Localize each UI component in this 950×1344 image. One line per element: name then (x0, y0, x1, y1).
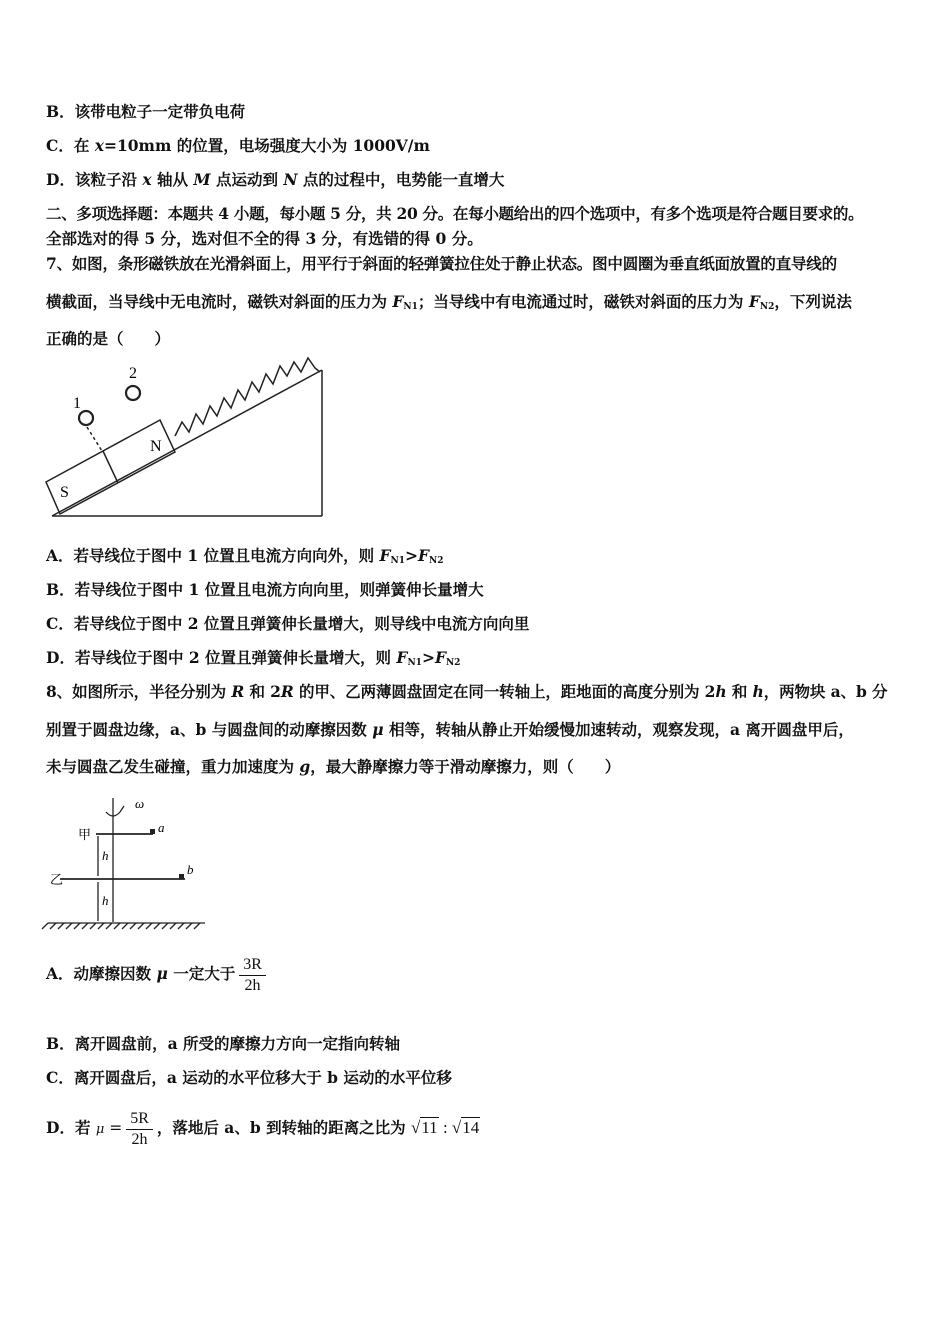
q7-stem-1: 7、如图，条形磁铁放在光滑斜面上，用平行于斜面的轻弹簧拉住处于静止状态。图中圆圈为垂直纸面放置的直导线的 (46, 254, 837, 273)
incline-slope (52, 370, 322, 516)
label-h1: h (102, 848, 109, 863)
q8-stem-2: 别置于圆盘边缘，a、b 与圆盘间的动摩擦因数 μ 相等，转轴从静止开始缓慢加速转动，观察发现，a 离开圆盘甲后， (46, 720, 854, 739)
fraction-5r-2h: $\frac{5R}{2h}$ (126, 1109, 153, 1150)
q8-option-b: B．离开圆盘前，a 所受的摩擦力方向一定指向转轴 (46, 1034, 401, 1053)
q7-stem-3: 正确的是（ ） (46, 329, 171, 348)
q8-option-a: A．动摩擦因数 μ 一定大于 $\frac{3R}{2h}$ (46, 954, 270, 996)
sqrt-11: √11 (410, 1118, 438, 1137)
q7-option-c: C．若导线位于图中 2 位置且弹簧伸长量增大，则导线中电流方向向里 (46, 614, 530, 633)
label-2: 2 (129, 365, 137, 382)
q7-option-b: B．若导线位于图中 1 位置且电流方向向里，则弹簧伸长量增大 (46, 580, 484, 599)
q8-option-d: D．若 μ = $\frac{5R}{2h}$ ，落地后 a、b 到转轴的距离之比为 √11 : √14 (46, 1109, 480, 1148)
label-1: 1 (73, 395, 81, 412)
q8-stem-1: 8、如图所示，半径分别为 R 和 2R 的甲、乙两薄圆盘固定在同一转轴上，距地面的高度分别为 2h 和 h，两物块 a、b 分 (46, 682, 888, 701)
q7-option-d: D．若导线位于图中 2 位置且弹簧伸长量增大，则 $F_{N1}>F_{N2}$ (46, 648, 461, 668)
wire-position-2 (126, 386, 140, 400)
sqrt-14: √14 (451, 1118, 480, 1137)
label-jia: 甲 (78, 828, 92, 843)
dashed-line (87, 427, 102, 451)
q8-stem-3: 未与圆盘乙发生碰撞，重力加速度为 g，最大静摩擦力等于滑动摩擦力，则（ ） (46, 757, 621, 776)
label-N: N (150, 438, 162, 455)
option-d-q6: D．该粒子沿 x 轴从 M 点运动到 N 点的过程中，电势能一直增大 (46, 170, 505, 189)
q7-option-a: A．若导线位于图中 1 位置且电流方向向外，则 $F_{N1}>F_{N2}$ (46, 546, 444, 566)
spring (175, 358, 320, 436)
block-a (150, 829, 155, 834)
option-b-q6: B．该带电粒子一定带负电荷 (46, 102, 246, 121)
section-heading-2: 全部选对的得 5 分，选对但不全的得 3 分，有选错的得 0 分。 (46, 229, 483, 248)
magnet-divider (103, 451, 118, 483)
label-h2: h (102, 893, 109, 908)
label-a: a (158, 820, 165, 835)
option-c-q6: C．在 x=10mm 的位置，电场强度大小为 1000V/m (46, 136, 430, 155)
q8-figure (40, 792, 220, 932)
q8-option-c: C．离开圆盘后，a 运动的水平位移大于 b 运动的水平位移 (46, 1068, 452, 1087)
section-heading: 二、多项选择题：本题共 4 小题，每小题 5 分，共 20 分。在每小题给出的四个选项中，有多个选项是符合题目要求的。 (46, 204, 864, 223)
label-yi: 乙 (50, 873, 64, 888)
block-b (179, 874, 184, 879)
wire-position-1 (79, 411, 93, 425)
fraction-3r-2h: $\frac{3R}{2h}$ (239, 955, 266, 996)
q7-stem-2: 横截面，当导线中无电流时，磁铁对斜面的压力为 $F_{N1}$；当导线中有电流通过时，磁铁对斜面的压力为 $F_{N2}$，下列说法 (46, 292, 852, 312)
q7-figure (40, 352, 340, 527)
label-S: S (60, 484, 69, 501)
label-omega: ω (135, 796, 145, 811)
label-b: b (187, 862, 194, 877)
